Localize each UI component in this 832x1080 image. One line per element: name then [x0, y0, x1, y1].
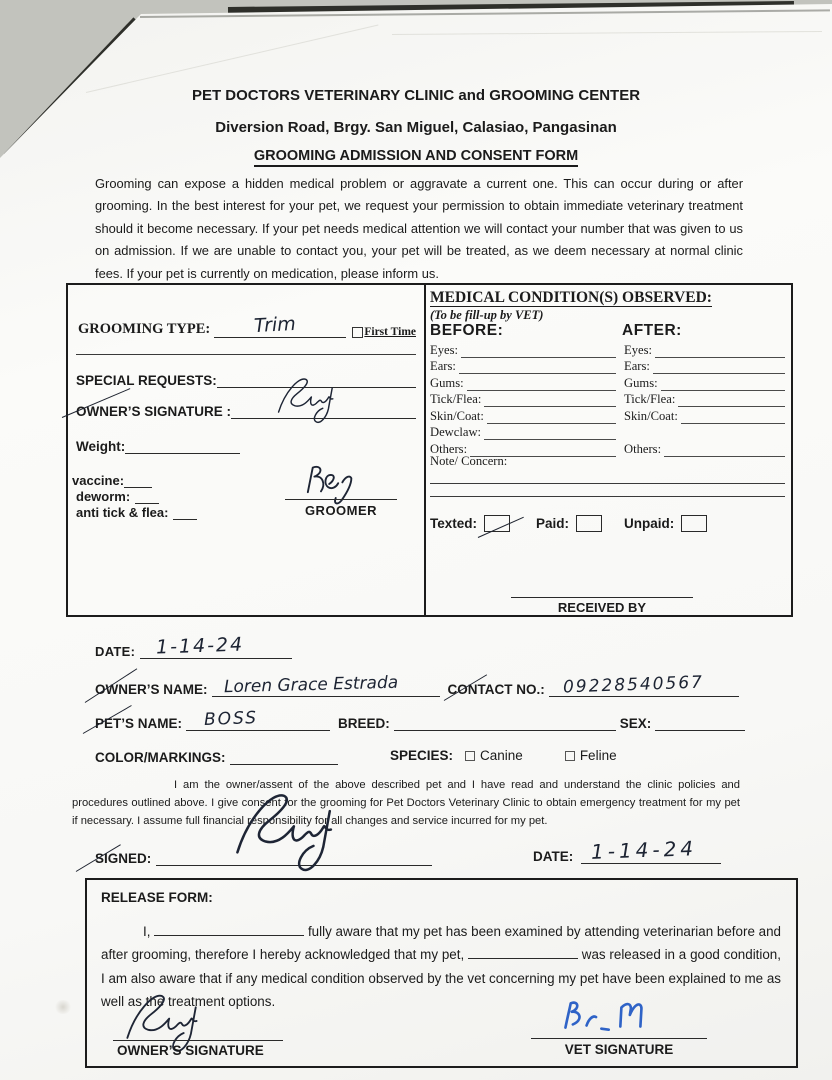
before-row-line — [487, 411, 616, 424]
feline-checkbox — [565, 751, 575, 761]
before-row-line — [459, 361, 616, 374]
grooming-type-label: GROOMING TYPE: — [78, 321, 211, 337]
sex-line — [655, 714, 745, 731]
color-markings-row — [95, 748, 338, 765]
received-by-line — [511, 597, 693, 598]
received-by-label: RECEIVED BY — [557, 600, 647, 615]
anti-tick-flea-row — [76, 503, 197, 520]
owner-signature-label: OWNER’S SIGNATURE : — [76, 404, 231, 419]
pet-name-label: PET’S NAME: — [95, 716, 183, 731]
feline-label: Feline — [579, 748, 617, 763]
signed-signature-handwriting — [220, 785, 370, 885]
admission-box — [66, 283, 793, 617]
before-row — [430, 358, 616, 375]
before-row — [430, 424, 616, 441]
paid-checkbox — [576, 515, 602, 532]
after-row — [624, 440, 785, 457]
consent-date-row — [533, 836, 721, 864]
owner-signature-handwriting — [256, 373, 368, 431]
vet-signature-line — [531, 1038, 707, 1039]
medical-title-wrap — [430, 289, 712, 307]
unpaid-checkbox — [681, 515, 707, 532]
release-owner-signature-label: OWNER’S SIGNATURE — [117, 1043, 264, 1058]
note-line-1 — [430, 483, 785, 484]
medical-title: MEDICAL CONDITION(S) OBSERVED: — [430, 289, 712, 306]
grooming-type-line — [214, 312, 346, 338]
paid-label: Paid: — [536, 516, 570, 531]
vaccine-row — [72, 471, 152, 488]
groomer-handwriting — [298, 461, 362, 507]
before-row-label: Dewclaw: — [430, 425, 482, 439]
separator-line — [76, 354, 416, 355]
species-group — [390, 748, 617, 763]
after-row — [624, 407, 785, 424]
paper-smudge — [54, 1000, 72, 1014]
release-p2: fully aware that my pet has been examined by attending veterinarian before and after grooming, therefore I hereby acknowledged that my pet, — [101, 924, 781, 963]
medical-subtitle: (To be fill-up by VET) — [430, 308, 544, 322]
after-row-label: Eyes: — [624, 342, 652, 357]
release-form-title: RELEASE FORM: — [101, 890, 213, 905]
release-p3: was released in a good condition, I am also aware that if any medical condition observed by the vet concerning my pet have been explained to me as well as the treatment options. — [101, 947, 781, 1010]
after-row-label: Others: — [624, 441, 662, 456]
after-row-line — [655, 345, 785, 358]
groomer-line — [285, 499, 397, 500]
after-row-line — [678, 394, 785, 407]
before-row-label: Ears: — [430, 359, 456, 373]
note-concern-label: Note/ Concern: — [430, 454, 508, 468]
species-feline-option — [565, 748, 617, 763]
after-row-line — [661, 378, 785, 391]
before-row-label: Tick/Flea: — [430, 392, 482, 406]
special-requests-label: SPECIAL REQUESTS: — [76, 373, 217, 388]
medical-columns — [430, 341, 785, 457]
before-row-label: Skin/Coat: — [430, 408, 484, 423]
after-row — [624, 341, 785, 358]
medical-panel — [426, 285, 791, 615]
release-owner-signature-line — [113, 1040, 283, 1041]
weight-line — [125, 437, 240, 454]
after-row-label: Tick/Flea: — [624, 392, 676, 406]
before-column — [430, 341, 616, 457]
consent-date-label: DATE: — [533, 849, 574, 864]
after-row — [624, 391, 785, 408]
weight-row — [76, 437, 240, 454]
release-pet-blank — [468, 944, 578, 959]
consent-paragraph: I am the owner/assent of the above described pet and I have read and understand the clinic policies and procedures outlined above. I give consent for the grooming for Pet Doctors Veterinary Clinic to obtain emergency treatment for my pet if necessary. I assume full financial responsibility for all changes and service incurred for my pet. — [72, 779, 740, 827]
color-markings-line — [230, 748, 338, 765]
owner-name-row — [95, 672, 739, 698]
consent-date-handwriting: 1-14-24 — [590, 836, 698, 864]
owner-name-line — [212, 672, 440, 698]
pet-name-line — [186, 708, 330, 731]
after-row-line — [681, 411, 785, 424]
before-row-line — [467, 378, 616, 391]
after-row-line — [664, 444, 785, 457]
date-row — [95, 633, 292, 659]
consent-date-line — [581, 836, 721, 864]
deworm-line — [135, 487, 159, 504]
grooming-type-handwriting: Trim — [253, 312, 297, 338]
pet-name-handwriting: BOSS — [203, 708, 259, 730]
signed-label: SIGNED: — [95, 851, 152, 866]
species-canine-option — [465, 748, 523, 763]
pet-name-row — [95, 708, 745, 731]
form-title: GROOMING ADMISSION AND CONSENT FORM — [254, 148, 578, 167]
texted-label: Texted: — [430, 516, 478, 531]
contact-no-handwriting: 09228540567 — [562, 672, 705, 698]
breed-label: BREED: — [338, 716, 390, 731]
first-time-label: First Time — [364, 326, 416, 338]
sex-label: SEX: — [619, 716, 652, 731]
after-row-label: Gums: — [624, 375, 658, 390]
before-row — [430, 341, 616, 358]
anti-tick-flea-label: anti tick & flea: — [76, 505, 169, 520]
before-row — [430, 374, 616, 391]
owner-name-handwriting: Loren Grace Estrada — [223, 672, 398, 698]
deworm-label: deworm: — [76, 489, 131, 504]
date-label: DATE: — [95, 644, 136, 659]
date-handwriting: 1-14-24 — [155, 633, 245, 659]
vet-signature-label: VET SIGNATURE — [564, 1042, 674, 1057]
groomer-label: GROOMER — [304, 503, 378, 518]
after-row-line — [653, 361, 785, 374]
color-markings-label: COLOR/MARKINGS: — [95, 750, 226, 765]
page-title: PET DOCTORS VETERINARY CLINIC and GROOMING CENTER — [191, 87, 641, 104]
payment-row — [430, 515, 707, 532]
grooming-type-row — [78, 312, 416, 338]
vaccine-label: vaccine: — [72, 473, 125, 488]
after-row — [624, 358, 785, 375]
contact-no-label: CONTACT NO.: — [447, 682, 545, 697]
canine-checkbox — [465, 751, 475, 761]
release-name-blank — [154, 921, 304, 936]
before-row — [430, 391, 616, 408]
breed-line — [394, 714, 616, 731]
before-row-label: Gums: — [430, 375, 464, 390]
release-form-box — [85, 878, 798, 1068]
deworm-row — [76, 487, 159, 504]
clinic-address: Diversion Road, Brgy. San Miguel, Calasiao, Pangasinan — [215, 119, 617, 136]
intro-paragraph: Grooming can expose a hidden medical problem or aggravate a current one. This can occur during or after grooming. In the best interest for your pet, we request your permission to obtain immediate veterinary treatment should it become necessary. If your pet needs medical attention we will contact your number that was given to us on admission. If we are unable to contact you, your pet will be treated, as we deem necessary at normal clinic fees. If your pet is currently on medication, please inform us. — [95, 176, 743, 281]
weight-label: Weight: — [76, 439, 126, 454]
first-time-group — [352, 326, 416, 338]
after-column — [624, 341, 785, 457]
owner-name-label: OWNER’S NAME: — [95, 682, 208, 697]
after-row-label: Ears: — [624, 359, 650, 373]
before-label: BEFORE: — [430, 322, 504, 339]
before-row-line — [484, 394, 616, 407]
vaccine-line — [124, 471, 152, 488]
contact-no-line — [549, 672, 739, 698]
vet-signature-handwriting — [557, 998, 652, 1034]
before-row-line — [484, 427, 616, 440]
canine-label: Canine — [480, 748, 523, 763]
release-p1: I, — [143, 924, 151, 939]
after-label: AFTER: — [622, 322, 682, 339]
note-line-2 — [430, 496, 785, 497]
form-title-wrap — [0, 147, 832, 165]
after-row-label: Skin/Coat: — [624, 408, 678, 423]
anti-tick-flea-line — [173, 503, 197, 520]
date-line — [140, 633, 292, 659]
before-row-label: Eyes: — [430, 342, 458, 357]
after-row — [624, 374, 785, 391]
before-row-label: Others: — [430, 441, 468, 456]
grooming-panel — [68, 285, 426, 615]
first-time-checkbox — [352, 327, 363, 338]
before-row — [430, 407, 616, 424]
before-row-line — [461, 345, 616, 358]
species-label: SPECIES: — [390, 748, 454, 763]
unpaid-label: Unpaid: — [624, 516, 675, 531]
